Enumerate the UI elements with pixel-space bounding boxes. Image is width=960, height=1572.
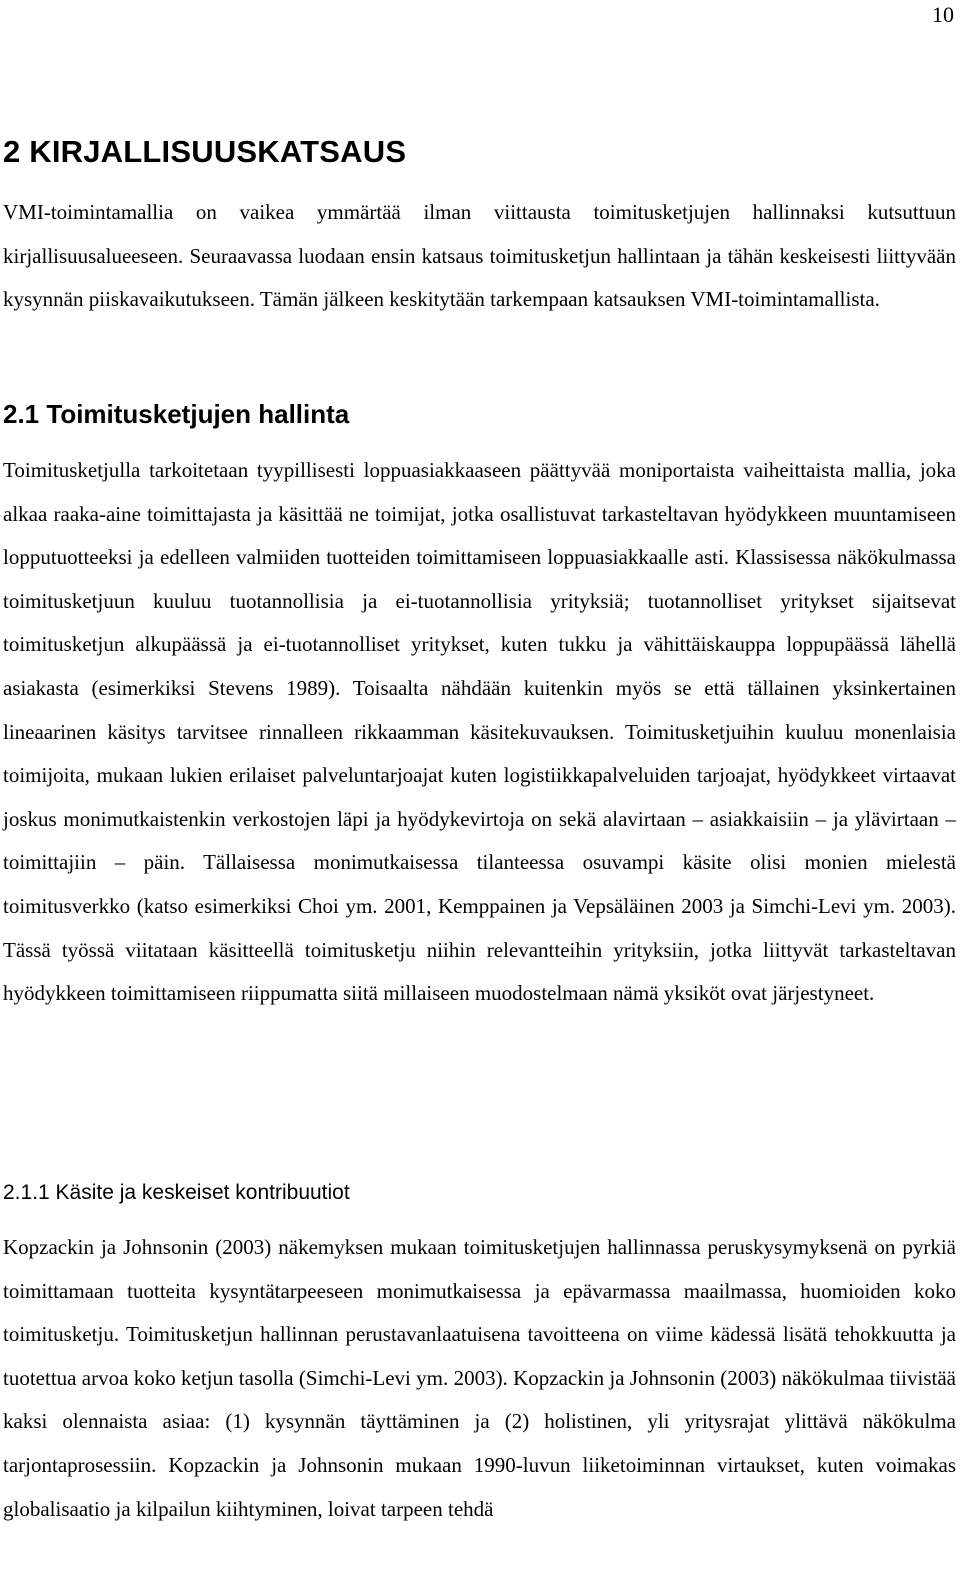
section-intro-paragraph: VMI-toimintamallia on vaikea ymmärtää ilman viittausta toimitusketjujen hallinnaksi kutsuttuun kirjallisuusalueeseen. Seuraavassa luodaan ensin katsaus toimitusketjun hallintaan ja tähän keskeisesti liittyvään kysynnän piiskavaikutukseen. Tämän jälkeen keskitytään tarkempaan katsauksen VMI-toimintamallista. <box>3 200 956 312</box>
page-number: 10 <box>932 2 954 27</box>
subsection-body-paragraph: Toimitusketjulla tarkoitetaan tyypillisesti loppuasiakkaaseen päättyvää moniportaista vaiheittaista mallia, joka alkaa raaka-aine toimittajasta ja käsittää ne toimijat, jotka osallistuvat tarkasteltavan hyödykkeen muuntamiseen lopputuotteeksi ja edelleen valmiiden tuotteiden toimittamiseen loppuasiakkaalle asti. Klassisessa näkökulmassa toimitusketjuun kuuluu tuotannollisia ja ei-tuotannollisia yrityksiä; tuotannolliset yritykset sijaitsevat toimitusketjun alkupäässä ja ei-tuotannolliset yritykset, kuten tukku ja vähittäiskauppa loppupäässä lähellä asiakasta (esimerkiksi Stevens 1989). Toisaalta nähdään kuitenkin myös se että tällainen yksinkertainen lineaarinen käsitys tarvitsee rinnalleen rikkaamman käsitekuvauksen. Toimitusketjuihin kuuluu monenlaisia toimijoita, mukaan lukien erilaiset palveluntarjoajat kuten logistiikkapalveluiden tarjoajat, hyödykkeet virtaavat joskus monimutkaistenkin verkostojen läpi ja hyödykevirtoja on sekä alavirtaan – asiakkaisiin – ja ylävirtaan – toimittajiin – päin. Tällaisessa monimutkaisessa tilanteessa osuvampi käsite olisi monien mielestä toimitusverkko (katso esimerkiksi Choi ym. 2001, Kemppainen ja Vepsäläinen 2003 ja Simchi-Levi ym. 2003). Tässä työssä viitataan käsitteellä toimitusketju niihin relevantteihin yrityksiin, jotka liittyvät tarkasteltavan hyödykkeen toimittamiseen riippumatta siitä millaiseen muodostelmaan nämä yksiköt ovat järjestyneet. <box>3 458 956 1006</box>
subsubsection-body-paragraph: Kopzackin ja Johnsonin (2003) näkemyksen mukaan toimitusketjujen hallinnassa peruskysymyksenä on pyrkiä toimittamaan tuotteita kysyntätarpeeseen monimutkaisessa ja epävarmassa maailmassa, huomioiden koko toimitusketju. Toimitusketjun hallinnan perustavanlaatuisena tavoitteena on viime kädessä lisätä tehokkuutta ja tuotettua arvoa koko ketjun tasolla (Simchi-Levi ym. 2003). Kopzackin ja Johnsonin (2003) näkökulmaa tiivistää kaksi olennaista asiaa: (1) kysynnän täyttäminen ja (2) holistinen, yli yritysrajat ylittävä näkökulma tarjontaprosessiin. Kopzackin ja Johnsonin mukaan 1990-luvun liiketoiminnan virtaukset, kuten voimakas globalisaatio ja kilpailun kiihtyminen, loivat tarpeen tehdä <box>3 1235 956 1521</box>
section-heading: 2 KIRJALLISUUSKATSAUS <box>3 134 407 169</box>
subsubsection-heading: 2.1.1 Käsite ja keskeiset kontribuutiot <box>3 1181 350 1204</box>
subsection-heading: 2.1 Toimitusketjujen hallinta <box>3 399 350 429</box>
